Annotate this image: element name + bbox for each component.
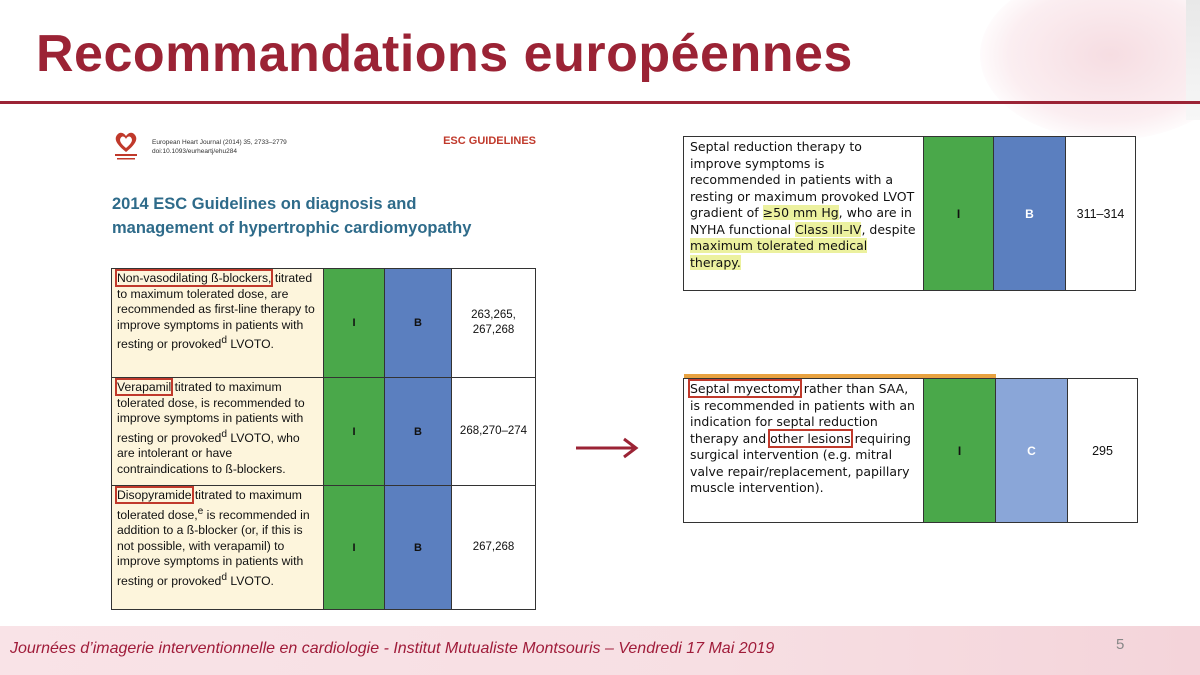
footnote-marker: d	[221, 572, 227, 584]
recommendation-body: , who are in NYHA functional	[690, 205, 912, 237]
table-row	[112, 269, 536, 378]
level-cell: B	[994, 137, 1066, 291]
class-cell: I	[324, 378, 385, 486]
table-row	[684, 137, 1136, 291]
recommendation-tail: LVOTO.	[226, 574, 274, 589]
refs-cell: 267,268	[452, 486, 536, 610]
recommendation-tail: LVOTO, who are intolerant or have contraindications to ß-blockers.	[117, 430, 300, 477]
document-title	[112, 192, 532, 240]
recommendation-text	[112, 378, 324, 486]
journal-line-1: European Heart Journal (2014) 35, 2733–2779	[152, 139, 287, 146]
highlighted-drug: Verapamil	[117, 380, 172, 394]
table-row	[112, 486, 536, 610]
table-row	[112, 378, 536, 486]
title-divider	[0, 101, 1200, 104]
highlighted-drug: Disopyramide	[117, 488, 192, 502]
recommendation-text	[684, 137, 924, 291]
journal-doi: doi:10.1093/eurheartj/ehu284	[152, 148, 237, 155]
recommendation-tail: is recommended in addition to a ß-blocker (or, if this is not possible, with verapamil) to improve symptoms in patients with resting or provoked	[117, 507, 310, 589]
esc-guidelines-tag: ESC GUIDELINES	[443, 135, 536, 147]
level-cell: C	[996, 379, 1068, 523]
highlighted-other-lesions: other lesions	[770, 430, 851, 446]
footnote-marker: d	[221, 428, 227, 440]
journal-citation	[152, 138, 287, 156]
footer-text: Journées d’imagerie interventionnelle en cardiologie - Institut Mutualiste Montsouris – Vendredi 17 Mai 2019	[10, 640, 775, 657]
recommendation-body: Septal reduction therapy to improve symptoms is recommended in patients with a resting or maximum provoked LVOT gradient of	[690, 139, 915, 220]
highlighted-procedure: Septal myectomy	[690, 381, 800, 396]
footnote-marker: e	[197, 505, 204, 517]
guidelines-document-excerpt	[108, 118, 538, 614]
document-title-line-1: 2014 ESC Guidelines on diagnosis and	[112, 195, 417, 213]
class-cell: I	[924, 379, 996, 523]
highlighted-nyha-class: Class III–IV	[795, 221, 862, 237]
highlighted-gradient: ≥50 mm Hg	[762, 205, 839, 220]
class-cell: I	[324, 269, 385, 378]
recommendation-body: , despite	[861, 221, 916, 237]
recommendation-body: titrated to maximum tolerated dose, are recommended as first-line therapy to improve symptoms in patients with resting or provoked	[117, 271, 315, 352]
recommendation-body: rather than SAA, is recommended in patients with an indication for septal reduction therapy and	[690, 381, 915, 446]
septal-myectomy-table	[683, 374, 1138, 523]
level-cell: B	[385, 486, 452, 610]
recommendation-text	[112, 269, 324, 378]
slide-footer	[0, 626, 1200, 675]
recommendation-body: requiring surgical intervention (e.g. mitral valve repair/replacement, papillary muscle intervention).	[690, 430, 911, 495]
document-title-line-2: management of hypertrophic cardiomyopathy	[112, 219, 472, 237]
refs-cell: 311–314	[1066, 137, 1136, 291]
refs-cell: 263,265, 267,268	[452, 269, 536, 378]
page-number: 5	[1116, 636, 1125, 653]
esc-heart-logo-icon	[112, 128, 140, 162]
recommendation-text	[112, 486, 324, 610]
left-recommendation-table	[111, 268, 536, 610]
highlighted-medical-therapy: maximum tolerated medical therapy.	[690, 238, 868, 270]
recommendation-body: titrated to maximum tolerated dose,	[117, 488, 302, 522]
corner-decoration	[980, 0, 1200, 140]
refs-cell: 295	[1068, 379, 1138, 523]
slide-title: Recommandations européennes	[36, 25, 853, 83]
arrow-right-icon	[574, 436, 640, 465]
footnote-marker: d	[221, 335, 227, 347]
level-cell: B	[385, 378, 452, 486]
highlighted-drug: Non-vasodilating ß-blockers,	[117, 271, 272, 285]
recommendation-text	[684, 379, 924, 523]
document-header	[108, 118, 538, 168]
refs-cell: 268,270–274	[452, 378, 536, 486]
recommendation-body: titrated to maximum tolerated dose, is recommended to improve symptoms in patients with resting or provoked	[117, 380, 305, 445]
recommendation-tail: LVOTO.	[226, 337, 274, 352]
class-cell: I	[924, 137, 994, 291]
level-cell: B	[385, 269, 452, 378]
septal-reduction-table	[683, 136, 1136, 291]
table-row	[684, 379, 1138, 523]
class-cell: I	[324, 486, 385, 610]
